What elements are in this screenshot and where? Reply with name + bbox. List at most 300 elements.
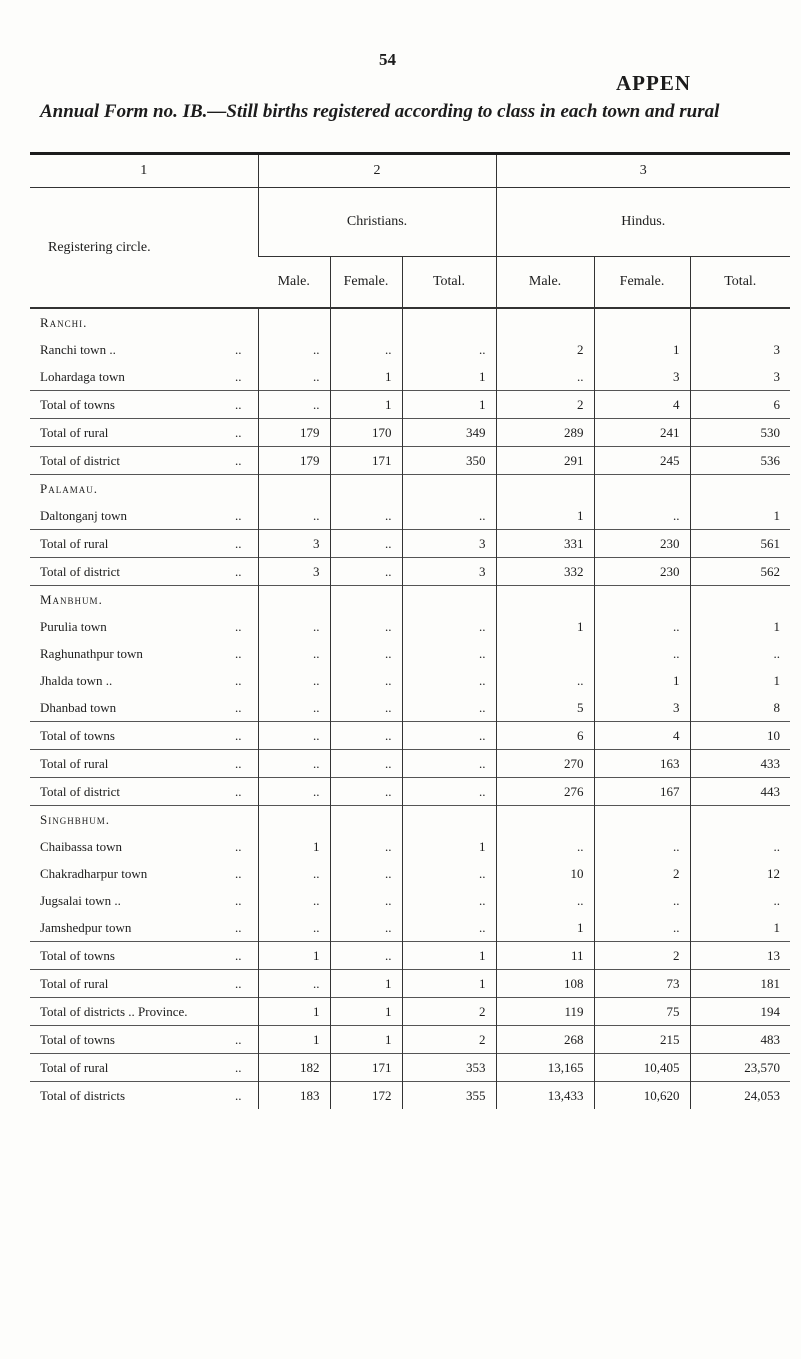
row-label (30, 778, 258, 806)
value-cell: .. (330, 778, 402, 806)
value-cell: 179 (258, 419, 330, 447)
value-cell: 1 (402, 391, 496, 419)
value-cell: 183 (258, 1082, 330, 1110)
table-row (30, 970, 790, 998)
row-label (30, 914, 258, 942)
section-heading (30, 475, 258, 503)
row-label-text: Palamau. (40, 480, 98, 496)
row-label (30, 1082, 258, 1110)
value-cell: 1 (690, 667, 790, 694)
row-label-text: Total of towns (40, 727, 115, 743)
value-cell: .. (594, 613, 690, 640)
value-cell: .. (330, 530, 402, 558)
value-cell: .. (258, 970, 330, 998)
section-heading (30, 308, 258, 336)
table-row (30, 667, 790, 694)
value-cell (690, 308, 790, 336)
row-label (30, 887, 258, 914)
value-cell: 2 (594, 942, 690, 970)
value-cell: 171 (330, 1054, 402, 1082)
value-cell: .. (330, 860, 402, 887)
value-cell: 230 (594, 558, 690, 586)
section-row (30, 475, 790, 503)
value-cell: 13,165 (496, 1054, 594, 1082)
value-cell: .. (258, 887, 330, 914)
value-cell: .. (690, 887, 790, 914)
value-cell: .. (330, 640, 402, 667)
row-label-text: Jhalda town .. (40, 672, 113, 688)
value-cell: 1 (402, 942, 496, 970)
row-label (30, 640, 258, 667)
sub-header: Total. (690, 257, 790, 309)
value-cell: 1 (330, 970, 402, 998)
table-row (30, 750, 790, 778)
value-cell: 2 (496, 391, 594, 419)
table-row (30, 447, 790, 475)
value-cell: 289 (496, 419, 594, 447)
value-cell: 2 (402, 998, 496, 1026)
sub-header: Total. (402, 257, 496, 309)
value-cell: 1 (402, 833, 496, 860)
value-cell: .. (330, 833, 402, 860)
row-label-text: Jugsalai town .. (40, 892, 121, 908)
value-cell: 3 (402, 558, 496, 586)
value-cell: 6 (690, 391, 790, 419)
table-caption: Annual Form no. IB.—Still births registered according to class in each town and rural (40, 101, 720, 122)
row-label (30, 336, 258, 363)
value-cell (258, 308, 330, 336)
value-cell (258, 806, 330, 834)
value-cell: .. (330, 502, 402, 530)
value-cell: 1 (690, 502, 790, 530)
table-row (30, 502, 790, 530)
leader-dots: .. (235, 618, 242, 634)
value-cell: 3 (690, 336, 790, 363)
value-cell: 443 (690, 778, 790, 806)
value-cell: .. (330, 694, 402, 722)
value-cell: 1 (402, 363, 496, 391)
leader-dots: .. (235, 507, 242, 523)
value-cell: 12 (690, 860, 790, 887)
row-label-text: Ranchi town .. (40, 341, 116, 357)
leader-dots: .. (235, 838, 242, 854)
value-cell (594, 475, 690, 503)
row-label (30, 391, 258, 419)
table-row (30, 998, 790, 1026)
row-label-text: Total of rural (40, 755, 109, 771)
table-row (30, 1026, 790, 1054)
row-label (30, 613, 258, 640)
table-body (30, 308, 790, 1109)
row-label-text: Chakradharpur town (40, 865, 148, 881)
value-cell: .. (690, 640, 790, 667)
table-row (30, 363, 790, 391)
value-cell: 1 (496, 502, 594, 530)
value-cell (258, 586, 330, 614)
value-cell: 2 (496, 336, 594, 363)
value-cell: 167 (594, 778, 690, 806)
row-label-text: Purulia town (40, 618, 107, 634)
value-cell: 13 (690, 942, 790, 970)
table-row (30, 914, 790, 942)
value-cell: 1 (690, 613, 790, 640)
value-cell (690, 475, 790, 503)
section-heading (30, 586, 258, 614)
value-cell: 530 (690, 419, 790, 447)
registering-circle-header: Registering circle. (30, 188, 258, 309)
table-row (30, 833, 790, 860)
value-cell: 1 (330, 363, 402, 391)
value-cell: 245 (594, 447, 690, 475)
value-cell: 1 (594, 667, 690, 694)
value-cell: 3 (594, 694, 690, 722)
value-cell: .. (258, 391, 330, 419)
row-label (30, 447, 258, 475)
value-cell: 241 (594, 419, 690, 447)
value-cell (496, 475, 594, 503)
value-cell: .. (258, 363, 330, 391)
value-cell: 2 (402, 1026, 496, 1054)
value-cell: .. (330, 914, 402, 942)
value-cell: .. (330, 558, 402, 586)
value-cell: 75 (594, 998, 690, 1026)
row-label (30, 1054, 258, 1082)
value-cell: 562 (690, 558, 790, 586)
leader-dots: .. (235, 396, 242, 412)
value-cell (690, 806, 790, 834)
row-label-text: Total of towns (40, 947, 115, 963)
row-label-text: Jamshedpur town (40, 919, 132, 935)
value-cell: .. (594, 833, 690, 860)
value-cell: 2 (594, 860, 690, 887)
table-row (30, 391, 790, 419)
value-cell: .. (594, 640, 690, 667)
value-cell: 3 (402, 530, 496, 558)
value-cell: 108 (496, 970, 594, 998)
page-number: 54 (379, 50, 396, 69)
column-number-row (30, 154, 790, 188)
value-cell: 13,433 (496, 1082, 594, 1110)
value-cell: .. (330, 942, 402, 970)
row-label (30, 833, 258, 860)
section-heading (30, 806, 258, 834)
value-cell: 163 (594, 750, 690, 778)
row-label-text: Total of towns (40, 396, 115, 412)
row-label-text: Lohardaga town (40, 368, 125, 384)
value-cell: .. (690, 833, 790, 860)
value-cell: 353 (402, 1054, 496, 1082)
row-label-text: Total of districts .. Province. (40, 1004, 188, 1019)
value-cell: .. (258, 502, 330, 530)
row-label-text: Total of district (40, 452, 120, 468)
value-cell: 11 (496, 942, 594, 970)
value-cell: .. (402, 860, 496, 887)
value-cell (402, 586, 496, 614)
value-cell: .. (258, 613, 330, 640)
value-cell: 8 (690, 694, 790, 722)
value-cell: 1 (330, 998, 402, 1026)
value-cell: .. (496, 363, 594, 391)
table-row (30, 1082, 790, 1110)
group-header-row (30, 188, 790, 257)
section-row (30, 308, 790, 336)
value-cell (594, 308, 690, 336)
value-cell: 1 (330, 1026, 402, 1054)
value-cell: 1 (258, 998, 330, 1026)
value-cell: 561 (690, 530, 790, 558)
row-label-text: Total of districts (40, 1087, 126, 1103)
value-cell: .. (330, 336, 402, 363)
value-cell: 355 (402, 1082, 496, 1110)
row-label-text: Manbhum. (40, 591, 103, 607)
row-label-text: Total of district (40, 783, 120, 799)
table-row (30, 887, 790, 914)
row-label-text: Total of towns (40, 1031, 115, 1047)
leader-dots: .. (235, 563, 242, 579)
value-cell: 172 (330, 1082, 402, 1110)
value-cell: .. (496, 667, 594, 694)
sub-header: Male. (496, 257, 594, 309)
value-cell: 10,405 (594, 1054, 690, 1082)
row-label (30, 942, 258, 970)
row-label-text: Daltonganj town (40, 507, 128, 523)
value-cell: 171 (330, 447, 402, 475)
value-cell (594, 586, 690, 614)
value-cell: .. (258, 722, 330, 750)
value-cell: 3 (594, 363, 690, 391)
group-header-christians: Christians. (258, 188, 496, 257)
value-cell: 291 (496, 447, 594, 475)
value-cell: .. (402, 640, 496, 667)
row-label-text: Total of rural (40, 1059, 109, 1075)
value-cell: .. (330, 722, 402, 750)
row-label (30, 750, 258, 778)
sub-header: Male. (258, 257, 330, 309)
row-label-text: Total of rural (40, 975, 109, 991)
table-row (30, 419, 790, 447)
column-number: 3 (496, 154, 790, 188)
row-label (30, 363, 258, 391)
table-row (30, 640, 790, 667)
value-cell: .. (330, 887, 402, 914)
value-cell: .. (258, 336, 330, 363)
value-cell: 179 (258, 447, 330, 475)
leader-dots: .. (235, 919, 242, 935)
value-cell (402, 308, 496, 336)
value-cell: .. (402, 887, 496, 914)
table-row (30, 613, 790, 640)
value-cell (330, 586, 402, 614)
value-cell: 1 (258, 942, 330, 970)
sub-header: Female. (594, 257, 690, 309)
leader-dots: .. (235, 535, 242, 551)
value-cell: .. (402, 694, 496, 722)
value-cell (402, 475, 496, 503)
value-cell: .. (330, 750, 402, 778)
value-cell: 1 (496, 914, 594, 942)
value-cell: .. (258, 667, 330, 694)
row-label-text: Total of rural (40, 424, 109, 440)
leader-dots: .. (235, 975, 242, 991)
row-label (30, 860, 258, 887)
value-cell (258, 475, 330, 503)
value-cell: .. (258, 640, 330, 667)
value-cell: 170 (330, 419, 402, 447)
row-label-text: Raghunathpur town (40, 645, 143, 661)
value-cell: 268 (496, 1026, 594, 1054)
leader-dots: .. (235, 947, 242, 963)
value-cell: .. (258, 914, 330, 942)
table-row (30, 860, 790, 887)
table-row (30, 530, 790, 558)
leader-dots: .. (235, 452, 242, 468)
leader-dots: .. (235, 341, 242, 357)
row-label-text: Ranchi. (40, 314, 88, 330)
leader-dots: .. (235, 1059, 242, 1075)
value-cell: 73 (594, 970, 690, 998)
value-cell: .. (402, 750, 496, 778)
leader-dots: .. (235, 727, 242, 743)
value-cell: 182 (258, 1054, 330, 1082)
section-row (30, 806, 790, 834)
value-cell (330, 806, 402, 834)
still-births-table (30, 152, 790, 1109)
leader-dots: .. (235, 699, 242, 715)
value-cell: 1 (496, 613, 594, 640)
value-cell (402, 806, 496, 834)
value-cell: .. (594, 914, 690, 942)
value-cell: 1 (258, 1026, 330, 1054)
column-number: 1 (30, 154, 258, 188)
row-label-text: Total of rural (40, 535, 109, 551)
table-row (30, 694, 790, 722)
value-cell: 3 (690, 363, 790, 391)
value-cell: 276 (496, 778, 594, 806)
value-cell: 270 (496, 750, 594, 778)
value-cell: .. (402, 667, 496, 694)
value-cell: .. (402, 336, 496, 363)
row-label (30, 722, 258, 750)
value-cell (330, 475, 402, 503)
value-cell: 10,620 (594, 1082, 690, 1110)
row-label (30, 667, 258, 694)
row-label-text: Chaibassa town (40, 838, 122, 854)
row-label (30, 694, 258, 722)
leader-dots: .. (235, 368, 242, 384)
leader-dots: .. (235, 755, 242, 771)
sub-header: Female. (330, 257, 402, 309)
value-cell: .. (594, 887, 690, 914)
row-label-text: Singhbhum. (40, 811, 110, 827)
value-cell: 1 (330, 391, 402, 419)
value-cell: .. (330, 667, 402, 694)
table-row (30, 942, 790, 970)
value-cell: .. (594, 502, 690, 530)
leader-dots: .. (235, 783, 242, 799)
value-cell (496, 586, 594, 614)
row-label-text: Dhanbad town (40, 699, 117, 715)
table-row (30, 558, 790, 586)
value-cell: .. (402, 613, 496, 640)
value-cell: .. (402, 502, 496, 530)
value-cell: 1 (402, 970, 496, 998)
value-cell: 536 (690, 447, 790, 475)
value-cell: 194 (690, 998, 790, 1026)
value-cell: 433 (690, 750, 790, 778)
row-label (30, 998, 258, 1026)
value-cell: .. (402, 914, 496, 942)
value-cell: .. (258, 778, 330, 806)
value-cell (496, 640, 594, 667)
value-cell (330, 308, 402, 336)
row-label (30, 530, 258, 558)
value-cell: .. (402, 778, 496, 806)
value-cell: 24,053 (690, 1082, 790, 1110)
value-cell: 331 (496, 530, 594, 558)
value-cell: 215 (594, 1026, 690, 1054)
value-cell: .. (258, 860, 330, 887)
value-cell (496, 308, 594, 336)
row-label (30, 419, 258, 447)
value-cell: .. (258, 694, 330, 722)
value-cell: 119 (496, 998, 594, 1026)
value-cell: 230 (594, 530, 690, 558)
value-cell: 6 (496, 722, 594, 750)
value-cell: .. (330, 613, 402, 640)
value-cell: 350 (402, 447, 496, 475)
table-row (30, 778, 790, 806)
value-cell: .. (258, 750, 330, 778)
leader-dots: .. (235, 645, 242, 661)
value-cell: 483 (690, 1026, 790, 1054)
row-label (30, 970, 258, 998)
value-cell: .. (496, 833, 594, 860)
value-cell (496, 806, 594, 834)
value-cell: 4 (594, 391, 690, 419)
column-number: 2 (258, 154, 496, 188)
leader-dots: .. (235, 1087, 242, 1103)
leader-dots: .. (235, 1031, 242, 1047)
value-cell: 5 (496, 694, 594, 722)
section-row (30, 586, 790, 614)
value-cell: 23,570 (690, 1054, 790, 1082)
value-cell (690, 586, 790, 614)
value-cell: 349 (402, 419, 496, 447)
value-cell: 4 (594, 722, 690, 750)
row-label (30, 502, 258, 530)
row-label-text: Total of district (40, 563, 120, 579)
table-row (30, 336, 790, 363)
row-label (30, 558, 258, 586)
table-row (30, 1054, 790, 1082)
value-cell: 1 (258, 833, 330, 860)
value-cell: 10 (690, 722, 790, 750)
table-row (30, 722, 790, 750)
value-cell: 10 (496, 860, 594, 887)
value-cell: 332 (496, 558, 594, 586)
leader-dots: .. (235, 424, 242, 440)
value-cell: 3 (258, 530, 330, 558)
value-cell: .. (496, 887, 594, 914)
group-header-hindus: Hindus. (496, 188, 790, 257)
value-cell (594, 806, 690, 834)
row-label (30, 1026, 258, 1054)
value-cell: 181 (690, 970, 790, 998)
leader-dots: .. (235, 672, 242, 688)
value-cell: 3 (258, 558, 330, 586)
leader-dots: .. (235, 892, 242, 908)
value-cell: 1 (594, 336, 690, 363)
